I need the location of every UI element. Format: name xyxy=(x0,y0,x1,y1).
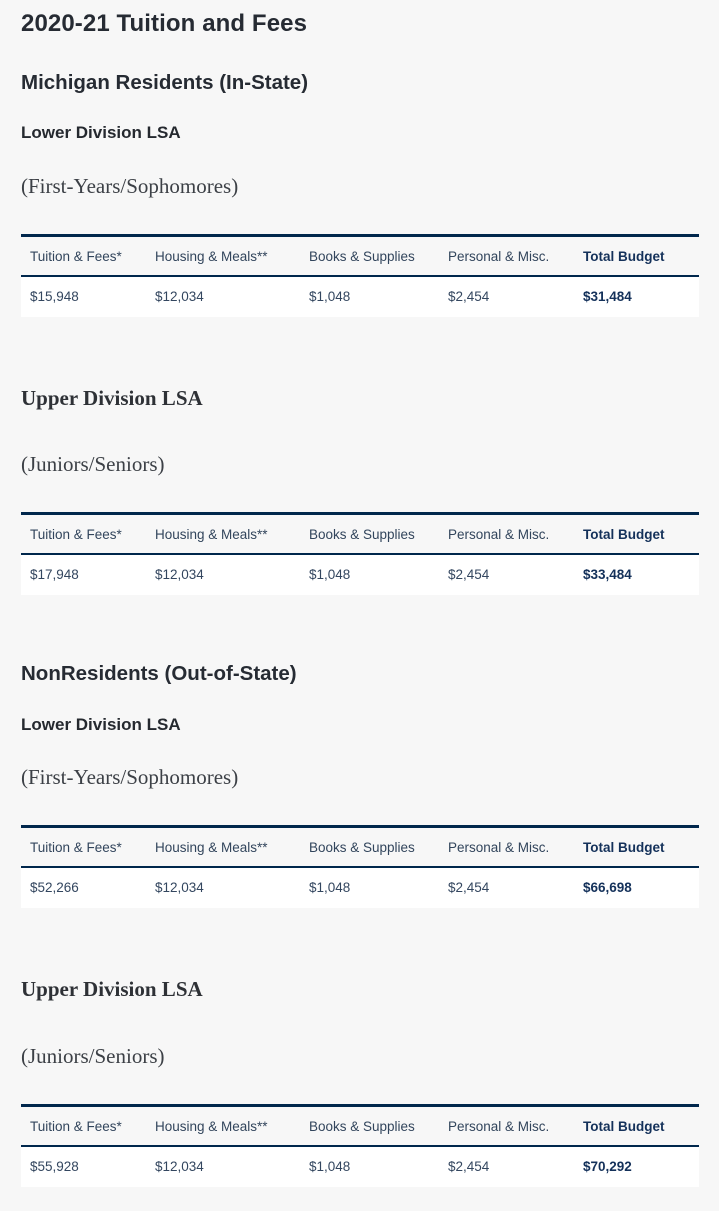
col-header-housing-meals: Housing & Meals** xyxy=(146,827,300,868)
table-header-row xyxy=(21,827,699,868)
col-header-total-budget: Total Budget xyxy=(574,827,699,868)
cell-personal-misc: $2,454 xyxy=(448,1158,490,1174)
col-header-books-supplies: Books & Supplies xyxy=(300,827,439,868)
cohort-label-residents-lower: (First-Years/Sophomores) xyxy=(21,173,239,198)
col-header-tuition-fees: Tuition & Fees* xyxy=(21,235,146,276)
table-row xyxy=(21,867,699,908)
cell-housing-meals: $12,034 xyxy=(155,288,204,304)
cell-tuition-fees: $55,928 xyxy=(30,1158,79,1174)
cell-personal-misc: $2,454 xyxy=(448,880,490,896)
col-header-books-supplies: Books & Supplies xyxy=(300,514,439,555)
table-row xyxy=(21,276,699,317)
cell-tuition-fees: $52,266 xyxy=(30,880,79,896)
budget-table-nonresidents-lower xyxy=(21,825,699,908)
cell-tuition-fees: $15,948 xyxy=(30,288,79,304)
cohort-label-nonresidents-lower: (First-Years/Sophomores) xyxy=(21,765,239,790)
budget-table-residents-upper xyxy=(21,512,699,595)
cell-housing-meals: $12,034 xyxy=(155,1158,204,1174)
col-header-housing-meals: Housing & Meals** xyxy=(146,514,300,555)
section-michigan-residents xyxy=(21,70,699,596)
division-heading-nonresidents-lower: Lower Division LSA xyxy=(21,715,181,735)
cohort-label-residents-upper: (Juniors/Seniors) xyxy=(21,452,165,477)
table-row xyxy=(21,554,699,595)
cell-books-supplies: $1,048 xyxy=(309,1158,351,1174)
col-header-total-budget: Total Budget xyxy=(574,514,699,555)
cell-total-budget: $70,292 xyxy=(583,1158,632,1174)
col-header-total-budget: Total Budget xyxy=(574,1105,699,1146)
table-header-row xyxy=(21,1105,699,1146)
cell-personal-misc: $2,454 xyxy=(448,288,490,304)
cell-total-budget: $66,698 xyxy=(583,880,632,896)
division-heading-nonresidents-upper: Upper Division LSA xyxy=(21,977,203,1002)
section-nonresidents xyxy=(21,661,699,1187)
col-header-tuition-fees: Tuition & Fees* xyxy=(21,1105,146,1146)
col-header-books-supplies: Books & Supplies xyxy=(300,235,439,276)
cell-personal-misc: $2,454 xyxy=(448,567,490,583)
cell-books-supplies: $1,048 xyxy=(309,880,351,896)
section-heading-residents: Michigan Residents (In-State) xyxy=(21,70,309,94)
cell-tuition-fees: $17,948 xyxy=(30,567,79,583)
col-header-total-budget: Total Budget xyxy=(574,235,699,276)
table-header-row xyxy=(21,514,699,555)
col-header-housing-meals: Housing & Meals** xyxy=(146,1105,300,1146)
cell-total-budget: $33,484 xyxy=(583,567,632,583)
col-header-personal-misc: Personal & Misc. xyxy=(439,827,574,868)
cohort-label-nonresidents-upper: (Juniors/Seniors) xyxy=(21,1043,165,1068)
col-header-personal-misc: Personal & Misc. xyxy=(439,1105,574,1146)
page-title: 2020-21 Tuition and Fees xyxy=(21,10,308,37)
section-heading-nonresidents: NonResidents (Out-of-State) xyxy=(21,662,297,686)
cell-books-supplies: $1,048 xyxy=(309,567,351,583)
table-header-row xyxy=(21,235,699,276)
col-header-personal-misc: Personal & Misc. xyxy=(439,235,574,276)
cell-housing-meals: $12,034 xyxy=(155,567,204,583)
cell-housing-meals: $12,034 xyxy=(155,880,204,896)
table-row xyxy=(21,1146,699,1187)
col-header-housing-meals: Housing & Meals** xyxy=(146,235,300,276)
cell-total-budget: $31,484 xyxy=(583,288,632,304)
col-header-tuition-fees: Tuition & Fees* xyxy=(21,514,146,555)
col-header-tuition-fees: Tuition & Fees* xyxy=(21,827,146,868)
budget-table-nonresidents-upper xyxy=(21,1104,699,1187)
division-heading-residents-upper: Upper Division LSA xyxy=(21,385,203,410)
budget-table-residents-lower xyxy=(21,234,699,317)
division-heading-residents-lower: Lower Division LSA xyxy=(21,123,181,143)
cell-books-supplies: $1,048 xyxy=(309,288,351,304)
col-header-personal-misc: Personal & Misc. xyxy=(439,514,574,555)
col-header-books-supplies: Books & Supplies xyxy=(300,1105,439,1146)
